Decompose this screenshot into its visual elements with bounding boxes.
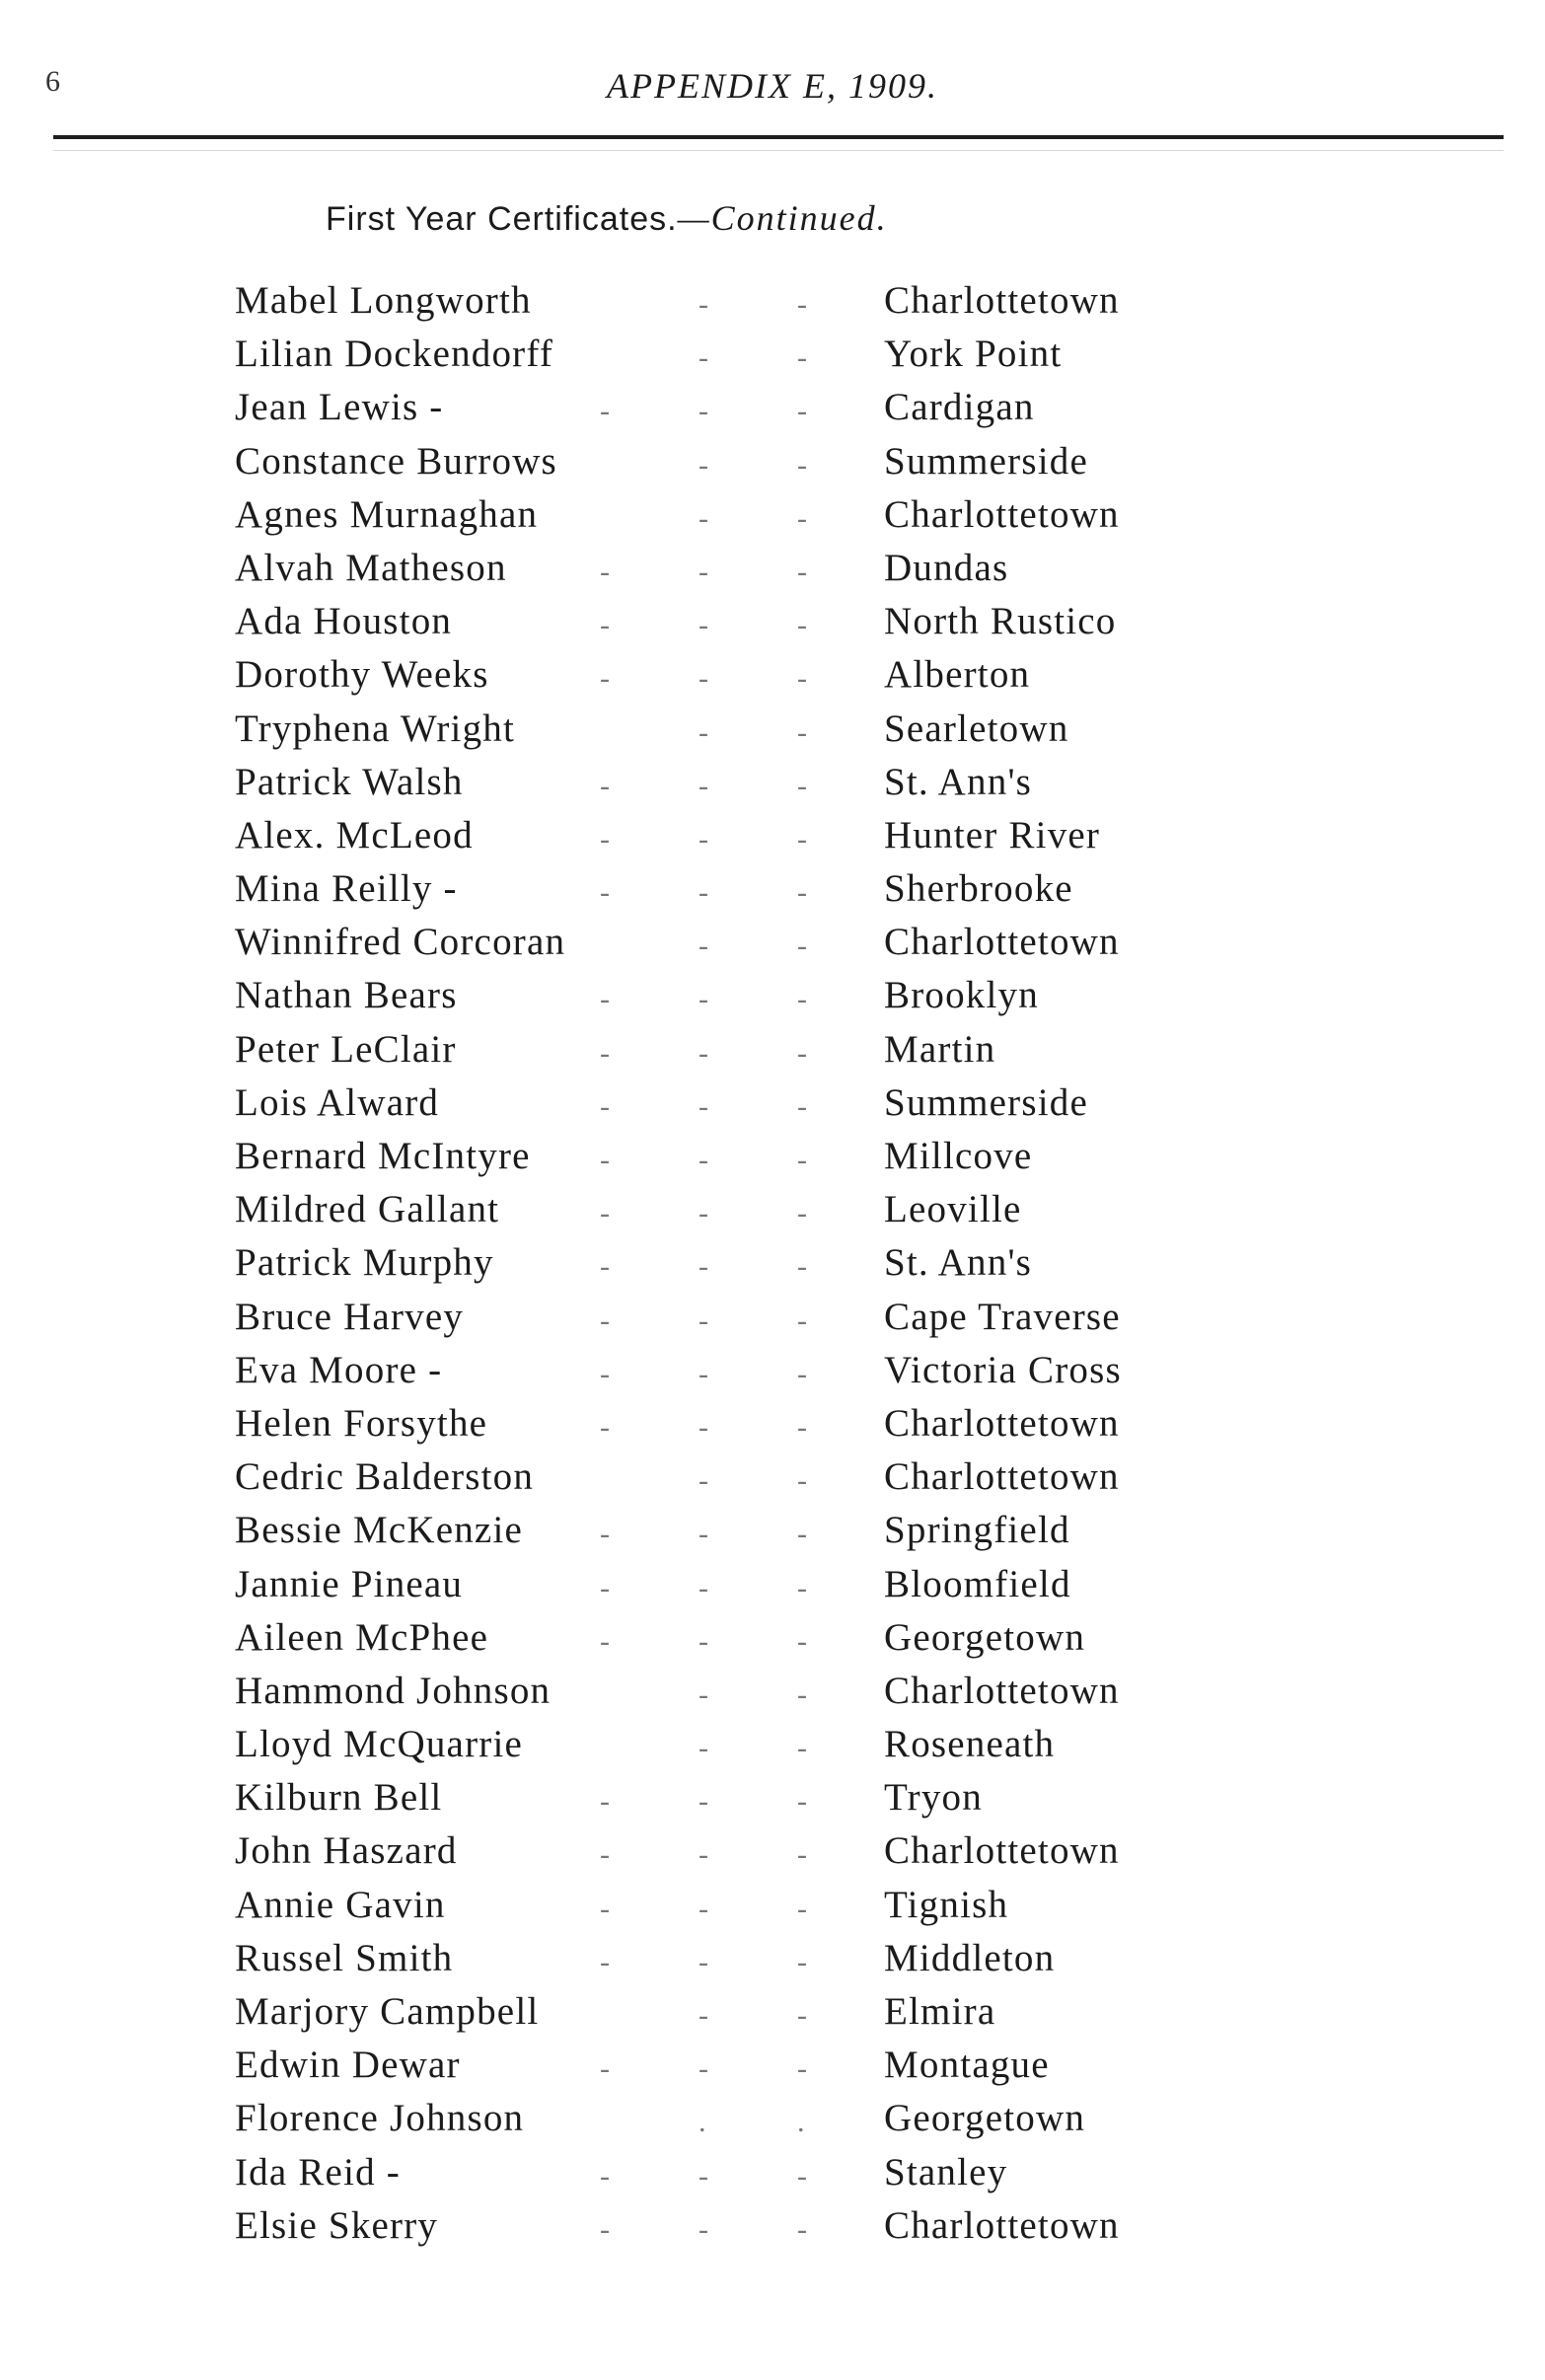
list-item (0, 278, 1545, 332)
section-title: First Year Certificates. (326, 200, 678, 238)
dot-leader: - (600, 555, 612, 588)
list-item (0, 1989, 1545, 2043)
recipient-name: Alex. McLeod (235, 813, 474, 856)
dot-leader: - (797, 662, 809, 696)
dot-leader: - (797, 983, 809, 1016)
dot-leader: - (797, 930, 809, 963)
running-header: APPENDIX E, 1909. (607, 66, 938, 106)
list-item (0, 599, 1545, 652)
list-item (0, 1615, 1545, 1669)
dot-leader: - (797, 1197, 809, 1230)
dot-leader: - (600, 1624, 612, 1658)
dot-leader: - (600, 1036, 612, 1070)
dot-leader: - (699, 822, 710, 855)
recipient-place: Dundas (884, 546, 1009, 589)
list-item (0, 1562, 1545, 1615)
dot-leader: - (699, 609, 710, 642)
dot-leader: - (699, 769, 710, 802)
dot-leader: - (797, 876, 809, 910)
dot-leader: - (699, 1624, 710, 1658)
list-item (0, 492, 1545, 546)
dot-leader: - (600, 1089, 612, 1123)
list-item (0, 1080, 1545, 1134)
recipient-place: Charlottetown (884, 1401, 1120, 1445)
list-item (0, 439, 1545, 492)
recipient-place: Georgetown (884, 2097, 1086, 2140)
dot-leader: - (699, 288, 710, 321)
recipient-name: Ida Reid - (235, 2150, 401, 2194)
section-heading (326, 197, 888, 239)
recipient-name: Ada Houston (235, 600, 453, 643)
recipient-place: Springfield (884, 1509, 1070, 1552)
dot-leader: - (797, 2052, 809, 2086)
list-item (0, 1295, 1545, 1348)
recipient-name: Lilian Dockendorff (235, 333, 554, 376)
recipient-place: Tignish (884, 1883, 1009, 1926)
recipient-place: Roseneath (884, 1723, 1056, 1766)
recipient-place: Stanley (884, 2150, 1008, 2194)
dot-leader: - (797, 1785, 809, 1819)
dot-leader: - (600, 1892, 612, 1925)
dot-leader: - (699, 555, 710, 588)
dot-leader: - (699, 501, 710, 535)
recipient-name: Tryphena Wright (235, 707, 516, 750)
list-item (0, 1187, 1545, 1240)
dot-leader: - (600, 1197, 612, 1230)
dot-leader: - (797, 1999, 809, 2032)
dot-leader: - (699, 930, 710, 963)
recipient-place: Brooklyn (884, 974, 1039, 1017)
recipient-place: St. Ann's (884, 760, 1033, 803)
recipient-name: Kilburn Bell (235, 1776, 443, 1820)
list-item (0, 760, 1545, 813)
list-item (0, 1134, 1545, 1187)
recipient-place: Sherbrooke (884, 867, 1073, 911)
dot-leader: - (600, 1357, 612, 1390)
list-item (0, 2043, 1545, 2096)
recipient-place: Tryon (884, 1776, 983, 1820)
list-item (0, 385, 1545, 438)
section-continued: —Continued. (677, 198, 888, 238)
dot-leader: - (699, 341, 710, 375)
dot-leader: - (699, 2159, 710, 2193)
recipient-place: Summerside (884, 439, 1088, 483)
dot-leader: - (797, 1036, 809, 1070)
dot-leader: - (797, 1303, 809, 1337)
recipient-place: York Point (884, 333, 1063, 376)
recipient-name: Marjory Campbell (235, 1990, 540, 2033)
dot-leader: - (797, 2212, 809, 2246)
recipient-name: Patrick Walsh (235, 760, 464, 803)
recipient-place: Georgetown (884, 1615, 1086, 1659)
dot-leader: - (797, 1732, 809, 1765)
dot-leader: - (699, 1357, 710, 1390)
recipient-name: Hammond Johnson (235, 1669, 552, 1712)
list-item (0, 2203, 1545, 2257)
dot-leader: - (797, 1089, 809, 1123)
list-item (0, 1722, 1545, 1775)
dot-leader: - (797, 555, 809, 588)
dot-leader: - (797, 341, 809, 375)
dot-leader: - (699, 1089, 710, 1123)
list-item (0, 1240, 1545, 1294)
recipient-name: Bernard McIntyre (235, 1135, 531, 1177)
dot-leader: - (797, 1945, 809, 1978)
recipient-name: Aileen McPhee (235, 1615, 489, 1659)
dot-leader: - (699, 1197, 710, 1230)
dot-leader: - (699, 2212, 710, 2246)
recipient-name: Lois Alward (235, 1080, 440, 1124)
recipient-name: Dorothy Weeks (235, 653, 489, 697)
recipient-name: Peter LeClair (235, 1027, 457, 1071)
list-item (0, 1027, 1545, 1080)
recipient-place: Charlottetown (884, 921, 1120, 964)
dot-leader: - (699, 1999, 710, 2032)
dot-leader: - (699, 1518, 710, 1551)
recipient-name: Winnifred Corcoran (235, 921, 566, 964)
recipient-place: Summerside (884, 1080, 1088, 1124)
dot-leader: - (699, 1144, 710, 1176)
recipient-place: Hunter River (884, 813, 1101, 856)
dot-leader: - (797, 288, 809, 321)
dot-leader: - (797, 1518, 809, 1551)
dot-leader: - (699, 1036, 710, 1070)
dot-leader: - (699, 1677, 710, 1711)
recipient-place: Charlottetown (884, 1669, 1120, 1712)
recipient-name: Mabel Longworth (235, 279, 532, 322)
dot-leader: - (699, 715, 710, 749)
dot-leader: - (797, 2159, 809, 2193)
dot-leader: - (699, 876, 710, 910)
list-item (0, 652, 1545, 706)
dot-leader: - (600, 2212, 612, 2246)
dot-leader: - (600, 1250, 612, 1284)
recipient-name: Jannie Pineau (235, 1562, 464, 1605)
recipient-name: Florence Johnson (235, 2097, 525, 2140)
dot-leader: - (797, 609, 809, 642)
list-item (0, 332, 1545, 385)
recipient-name: Jean Lewis - (235, 386, 444, 429)
dot-leader: - (600, 822, 612, 855)
list-item (0, 1775, 1545, 1828)
recipient-place: Millcove (884, 1135, 1033, 1177)
dot-leader: - (797, 1838, 809, 1872)
recipient-place: Cape Traverse (884, 1295, 1121, 1338)
recipient-place: Montague (884, 2044, 1050, 2087)
recipient-place: St. Ann's (884, 1241, 1033, 1285)
dot-leader: - (797, 1624, 809, 1658)
page-number: 6 (45, 65, 60, 98)
dot-leader: - (600, 1303, 612, 1337)
header-rule-shadow (53, 150, 1504, 151)
dot-leader: - (797, 769, 809, 802)
recipient-place: Charlottetown (884, 1455, 1120, 1499)
dot-leader: - (699, 1250, 710, 1284)
dot-leader: - (600, 876, 612, 910)
recipient-name: Bessie McKenzie (235, 1509, 523, 1552)
list-item (0, 1828, 1545, 1882)
dot-leader: - (699, 448, 710, 482)
recipient-name: Constance Burrows (235, 439, 557, 483)
list-item (0, 546, 1545, 599)
list-item (0, 973, 1545, 1026)
dot-leader: - (699, 1303, 710, 1337)
dot-leader: - (600, 983, 612, 1016)
list-item (0, 707, 1545, 760)
dot-leader: - (600, 1945, 612, 1978)
dot-leader: - (699, 1571, 710, 1604)
dot-leader: - (699, 1945, 710, 1978)
recipient-name: Bruce Harvey (235, 1295, 465, 1338)
dot-leader: - (600, 1518, 612, 1551)
list-item (0, 1508, 1545, 1561)
dot-leader: - (600, 1571, 612, 1604)
dot-leader: - (797, 448, 809, 482)
dot-leader: . (797, 2106, 806, 2139)
recipient-name: Helen Forsythe (235, 1401, 488, 1445)
dot-leader: - (699, 395, 710, 428)
recipient-place: Martin (884, 1027, 996, 1071)
list-item (0, 920, 1545, 973)
recipient-place: Charlottetown (884, 2203, 1120, 2247)
dot-leader: - (600, 1838, 612, 1872)
dot-leader: - (699, 983, 710, 1016)
dot-leader: - (797, 501, 809, 535)
dot-leader: - (797, 1464, 809, 1498)
list-item (0, 1883, 1545, 1936)
recipient-name: Russel Smith (235, 1936, 454, 1979)
list-item (0, 813, 1545, 866)
dot-leader: - (699, 1410, 710, 1444)
dot-leader: - (699, 1464, 710, 1498)
list-item (0, 1401, 1545, 1454)
recipient-place: Leoville (884, 1188, 1022, 1231)
dot-leader: - (600, 769, 612, 802)
recipient-name: Edwin Dewar (235, 2044, 461, 2087)
recipient-place: Charlottetown (884, 1829, 1120, 1873)
recipient-place: North Rustico (884, 600, 1117, 643)
dot-leader: - (699, 1785, 710, 1819)
recipient-place: Bloomfield (884, 1562, 1071, 1605)
dot-leader: - (797, 1677, 809, 1711)
recipient-name: Annie Gavin (235, 1883, 446, 1926)
list-item (0, 1936, 1545, 1989)
dot-leader: - (699, 662, 710, 696)
dot-leader: - (600, 2052, 612, 2086)
header-rule (53, 135, 1504, 139)
list-item (0, 1669, 1545, 1722)
list-item (0, 2150, 1545, 2203)
dot-leader: - (797, 1250, 809, 1284)
recipient-name: Elsie Skerry (235, 2203, 439, 2247)
recipient-name: Patrick Murphy (235, 1241, 494, 1285)
dot-leader: - (797, 1571, 809, 1604)
recipient-name: Alvah Matheson (235, 546, 507, 589)
recipient-name: John Haszard (235, 1829, 458, 1873)
dot-leader: - (797, 822, 809, 855)
dot-leader: - (600, 609, 612, 642)
recipient-name: Lloyd McQuarrie (235, 1723, 523, 1766)
list-item (0, 1348, 1545, 1401)
recipient-place: Charlottetown (884, 279, 1120, 322)
list-item (0, 2096, 1545, 2149)
recipient-place: Searletown (884, 707, 1069, 750)
dot-leader: - (600, 1410, 612, 1444)
dot-leader: - (600, 1785, 612, 1819)
recipient-name: Cedric Balderston (235, 1455, 535, 1499)
dot-leader: - (699, 1892, 710, 1925)
dot-leader: - (600, 1144, 612, 1176)
dot-leader: - (797, 715, 809, 749)
recipient-name: Mildred Gallant (235, 1188, 500, 1231)
dot-leader: - (797, 1410, 809, 1444)
dot-leader: - (797, 1144, 809, 1176)
dot-leader: - (600, 2159, 612, 2193)
dot-leader: - (699, 1838, 710, 1872)
recipient-name: Mina Reilly - (235, 867, 458, 911)
dot-leader: - (600, 395, 612, 428)
recipient-place: Elmira (884, 1990, 996, 2033)
dot-leader: . (699, 2106, 707, 2139)
recipient-place: Cardigan (884, 386, 1035, 429)
recipient-place: Victoria Cross (884, 1348, 1122, 1391)
dot-leader: - (600, 662, 612, 696)
dot-leader: - (797, 1892, 809, 1925)
certificate-list (0, 278, 1545, 2257)
recipient-place: Charlottetown (884, 492, 1120, 536)
recipient-place: Middleton (884, 1936, 1056, 1979)
dot-leader: - (797, 1357, 809, 1390)
dot-leader: - (699, 2052, 710, 2086)
list-item (0, 866, 1545, 920)
recipient-name: Agnes Murnaghan (235, 492, 539, 536)
recipient-name: Nathan Bears (235, 974, 458, 1017)
recipient-place: Alberton (884, 653, 1031, 697)
dot-leader: - (797, 395, 809, 428)
dot-leader: - (699, 1732, 710, 1765)
recipient-name: Eva Moore - (235, 1348, 443, 1391)
list-item (0, 1454, 1545, 1508)
